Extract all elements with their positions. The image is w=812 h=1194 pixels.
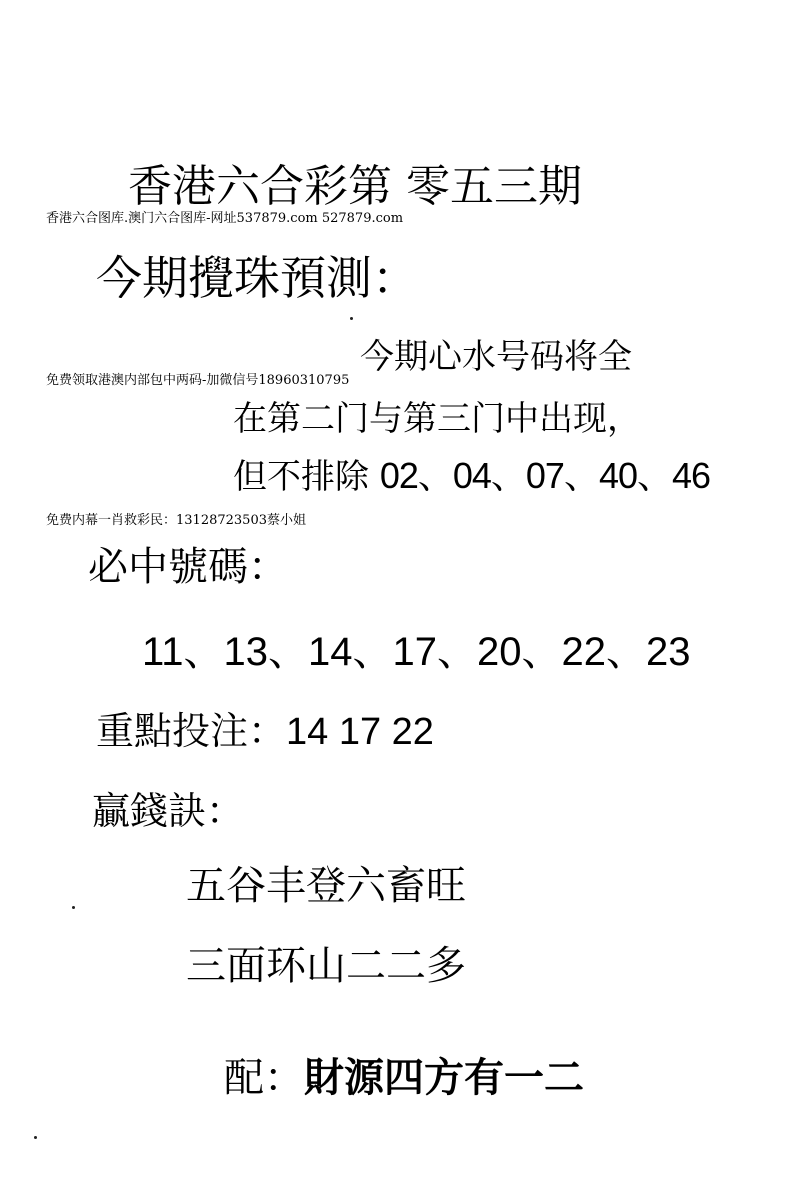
scan-speck	[72, 906, 75, 909]
prediction-line-2: 在第二门与第三门中出现，	[233, 399, 641, 439]
key-bet-numbers: 14 17 22	[286, 711, 434, 753]
scan-speck	[34, 1136, 37, 1139]
verse-line-2: 三面环山二二多	[186, 943, 466, 989]
watermark-site-url: 香港六合图库.澳门六合图库-网址537879.com 527879.com	[46, 211, 404, 226]
scan-speck	[350, 317, 353, 320]
watermark-wechat: 免费领取港澳内部包中两码-加微信号18960310795	[46, 373, 350, 388]
verse-line-1: 五谷丰登六畜旺	[186, 863, 466, 909]
pei-line	[224, 1054, 584, 1101]
prediction-line-3	[233, 455, 711, 497]
sure-numbers-heading: 必中號碼：	[88, 544, 288, 590]
key-bet-heading: 重點投注：	[96, 709, 287, 753]
win-verse-heading: 贏錢訣：	[92, 789, 245, 833]
prediction-heading: 今期攪珠預測：	[96, 251, 418, 305]
sure-numbers: 11、13、14、17、20、22、23	[142, 630, 691, 674]
watermark-contact: 免费内幕一肖救彩民：13128723503蔡小姐	[46, 513, 306, 528]
prediction-line-1: 今期心水号码将全	[360, 337, 632, 377]
line-3-prefix: 但不排除	[233, 457, 380, 497]
pei-label: 配：	[224, 1055, 304, 1101]
excluded-numbers: 02、04、07、40、46	[379, 455, 711, 496]
page-title: 香港六合彩第 零五三期	[128, 161, 582, 212]
key-bet-line	[96, 709, 434, 753]
pei-value: 財源四方有一二	[304, 1054, 584, 1101]
